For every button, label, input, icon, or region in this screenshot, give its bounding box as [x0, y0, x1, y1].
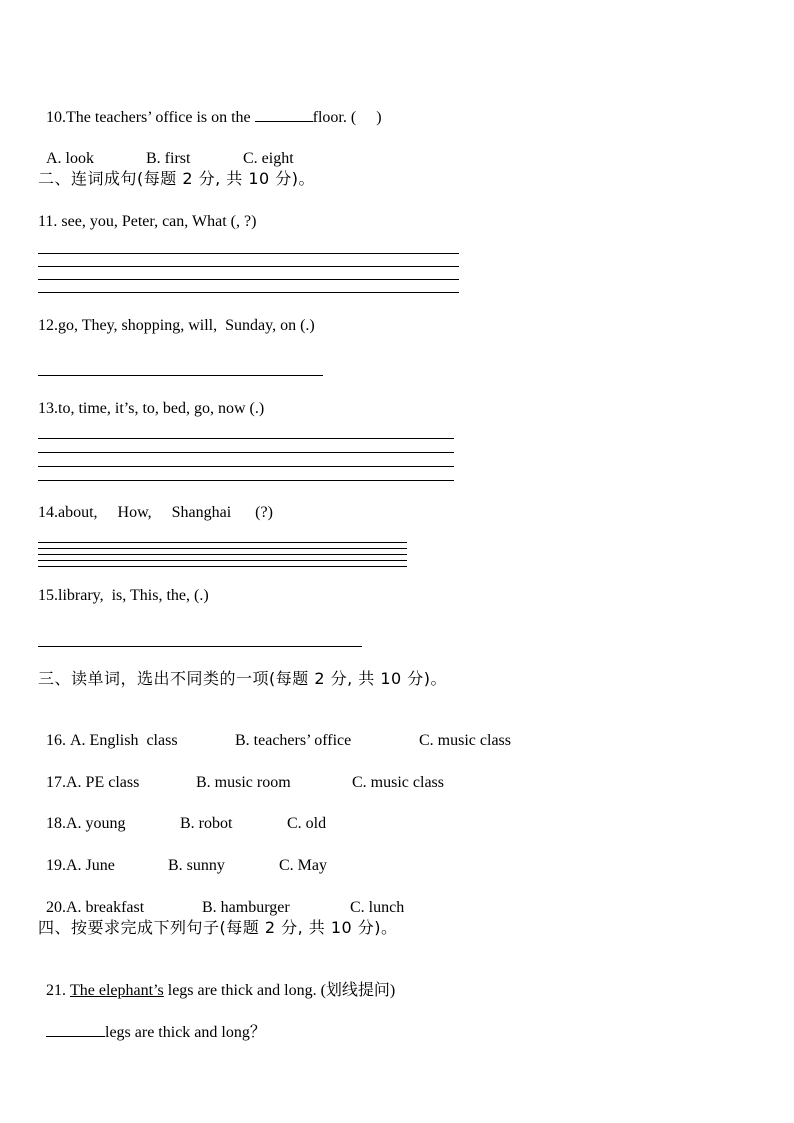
question-10-options [38, 129, 294, 169]
option-a[interactable]: A. look [46, 150, 94, 167]
answer-line[interactable] [38, 292, 459, 293]
question-number: 17. [46, 774, 66, 791]
question-number: 18. [46, 815, 66, 832]
question-21-answer [38, 1002, 266, 1043]
option-a[interactable]: A. English class [70, 732, 178, 749]
option-b[interactable]: B. robot [180, 815, 233, 832]
answer-blank[interactable] [255, 107, 313, 122]
answer-line[interactable] [38, 554, 407, 555]
answer-line[interactable] [38, 560, 407, 561]
question-21 [38, 961, 395, 1001]
answer-line[interactable] [38, 542, 407, 543]
section-2-heading: 二、连词成句(每题 2 分, 共 10 分)。 [38, 169, 316, 188]
option-c[interactable]: C. lunch [350, 899, 405, 916]
underlined-phrase: The elephant’s [70, 982, 164, 999]
question-20 [38, 878, 404, 918]
option-b[interactable]: B. first [146, 150, 191, 167]
option-a[interactable]: A. young [66, 815, 126, 832]
question-10 [38, 87, 382, 128]
answer-line[interactable] [38, 375, 323, 376]
section-4-heading: 四、按要求完成下列句子(每题 2 分, 共 10 分)。 [38, 918, 398, 937]
option-b[interactable]: B. music room [196, 774, 291, 791]
option-b[interactable]: B. teachers’ office [235, 732, 352, 749]
answer-line[interactable] [38, 646, 362, 647]
answer-line[interactable] [38, 266, 459, 267]
question-17 [38, 753, 444, 793]
answer-line[interactable] [38, 438, 454, 439]
question-number: 20. [46, 899, 66, 916]
answer-line[interactable] [38, 548, 407, 549]
answer-line[interactable] [38, 279, 459, 280]
question-text: The teachers’ office is on the [66, 109, 255, 126]
answer-line[interactable] [38, 253, 459, 254]
question-text: floor. ( [312, 109, 357, 126]
answer-line[interactable] [38, 466, 454, 467]
question-11: 11. see, you, Peter, can, What (, ?) [38, 213, 257, 230]
question-16 [38, 711, 511, 751]
option-a[interactable]: A. PE class [66, 774, 140, 791]
question-14: 14.about, How, Shanghai (?) [38, 504, 273, 521]
question-text: legs are thick and long. (划线提问) [163, 982, 396, 999]
answer-line[interactable] [38, 452, 454, 453]
option-a[interactable]: A. June [66, 857, 115, 874]
question-number: 19. [46, 857, 66, 874]
option-b[interactable]: B. hamburger [202, 899, 290, 916]
option-a[interactable]: A. breakfast [66, 899, 145, 916]
paren-close: ) [376, 109, 382, 126]
answer-blank[interactable] [46, 1022, 105, 1037]
question-15: 15.library, is, This, the, (.) [38, 587, 209, 604]
question-19 [38, 836, 327, 876]
question-12: 12.go, They, shopping, will, Sunday, on (.) [38, 317, 315, 334]
option-c[interactable]: C. old [287, 815, 327, 832]
answer-line[interactable] [38, 480, 454, 481]
answer-text: legs are thick and long？ [105, 1024, 266, 1041]
question-13: 13.to, time, it’s, to, bed, go, now (.) [38, 400, 265, 417]
option-c[interactable]: C. eight [243, 150, 294, 167]
section-3-heading: 三、读单词，选出不同类的一项(每题 2 分, 共 10 分)。 [38, 669, 448, 688]
question-number: 16. [46, 732, 66, 749]
question-number: 10. [46, 109, 66, 126]
answer-line[interactable] [38, 566, 407, 567]
option-c[interactable]: C. music class [419, 732, 511, 749]
question-18 [38, 794, 326, 834]
question-number: 21. [46, 982, 66, 999]
option-b[interactable]: B. sunny [168, 857, 225, 874]
option-c[interactable]: C. May [279, 857, 327, 874]
option-c[interactable]: C. music class [352, 774, 444, 791]
